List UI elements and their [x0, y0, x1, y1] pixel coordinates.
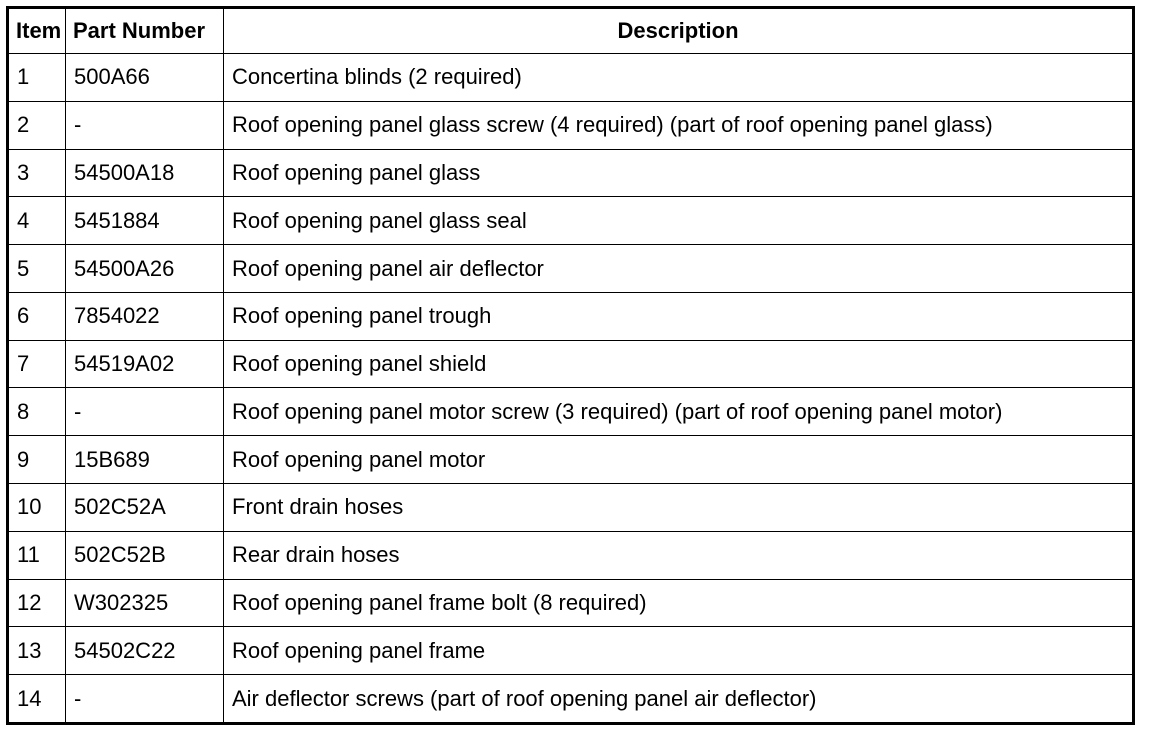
part-number-cell: 7854022 — [66, 292, 224, 340]
description-cell: Roof opening panel glass screw (4 required) (part of roof opening panel glass) — [224, 101, 1134, 149]
table-row — [8, 484, 1134, 532]
description-cell: Concertina blinds (2 required) — [224, 54, 1134, 102]
item-cell: 9 — [8, 436, 66, 484]
table-row — [8, 101, 1134, 149]
description-cell: Air deflector screws (part of roof opening panel air deflector) — [224, 675, 1134, 724]
part-number-cell: 54500A18 — [66, 149, 224, 197]
item-cell: 6 — [8, 292, 66, 340]
header-item: Item — [8, 8, 66, 54]
table-row — [8, 627, 1134, 675]
part-number-cell: 54500A26 — [66, 245, 224, 293]
table-header — [8, 8, 1134, 54]
item-cell: 11 — [8, 531, 66, 579]
description-cell: Front drain hoses — [224, 484, 1134, 532]
table-body — [8, 54, 1134, 724]
description-cell: Roof opening panel glass — [224, 149, 1134, 197]
description-cell: Roof opening panel air deflector — [224, 245, 1134, 293]
item-cell: 3 — [8, 149, 66, 197]
item-cell: 5 — [8, 245, 66, 293]
description-cell: Rear drain hoses — [224, 531, 1134, 579]
description-cell: Roof opening panel frame bolt (8 required) — [224, 579, 1134, 627]
part-number-cell: 5451884 — [66, 197, 224, 245]
table-row — [8, 388, 1134, 436]
part-number-cell: - — [66, 101, 224, 149]
table-row — [8, 436, 1134, 484]
header-row — [8, 8, 1134, 54]
description-cell: Roof opening panel motor screw (3 required) (part of roof opening panel motor) — [224, 388, 1134, 436]
table-row — [8, 292, 1134, 340]
description-cell: Roof opening panel trough — [224, 292, 1134, 340]
description-cell: Roof opening panel frame — [224, 627, 1134, 675]
table-row — [8, 531, 1134, 579]
part-number-cell: 502C52A — [66, 484, 224, 532]
item-cell: 14 — [8, 675, 66, 724]
header-description: Description — [224, 8, 1134, 54]
part-number-cell: 54502C22 — [66, 627, 224, 675]
item-cell: 7 — [8, 340, 66, 388]
item-cell: 2 — [8, 101, 66, 149]
table-row — [8, 675, 1134, 724]
part-number-cell: 15B689 — [66, 436, 224, 484]
table-row — [8, 579, 1134, 627]
item-cell: 10 — [8, 484, 66, 532]
table-row — [8, 149, 1134, 197]
item-cell: 12 — [8, 579, 66, 627]
part-number-cell: - — [66, 675, 224, 724]
part-number-cell: W302325 — [66, 579, 224, 627]
item-cell: 4 — [8, 197, 66, 245]
part-number-cell: 54519A02 — [66, 340, 224, 388]
part-number-cell: - — [66, 388, 224, 436]
table-row — [8, 340, 1134, 388]
part-number-cell: 500A66 — [66, 54, 224, 102]
parts-table — [6, 6, 1135, 725]
part-number-cell: 502C52B — [66, 531, 224, 579]
description-cell: Roof opening panel motor — [224, 436, 1134, 484]
item-cell: 13 — [8, 627, 66, 675]
item-cell: 1 — [8, 54, 66, 102]
item-cell: 8 — [8, 388, 66, 436]
description-cell: Roof opening panel glass seal — [224, 197, 1134, 245]
table-row — [8, 245, 1134, 293]
table-row — [8, 197, 1134, 245]
table-row — [8, 54, 1134, 102]
header-part-number: Part Number — [66, 8, 224, 54]
description-cell: Roof opening panel shield — [224, 340, 1134, 388]
